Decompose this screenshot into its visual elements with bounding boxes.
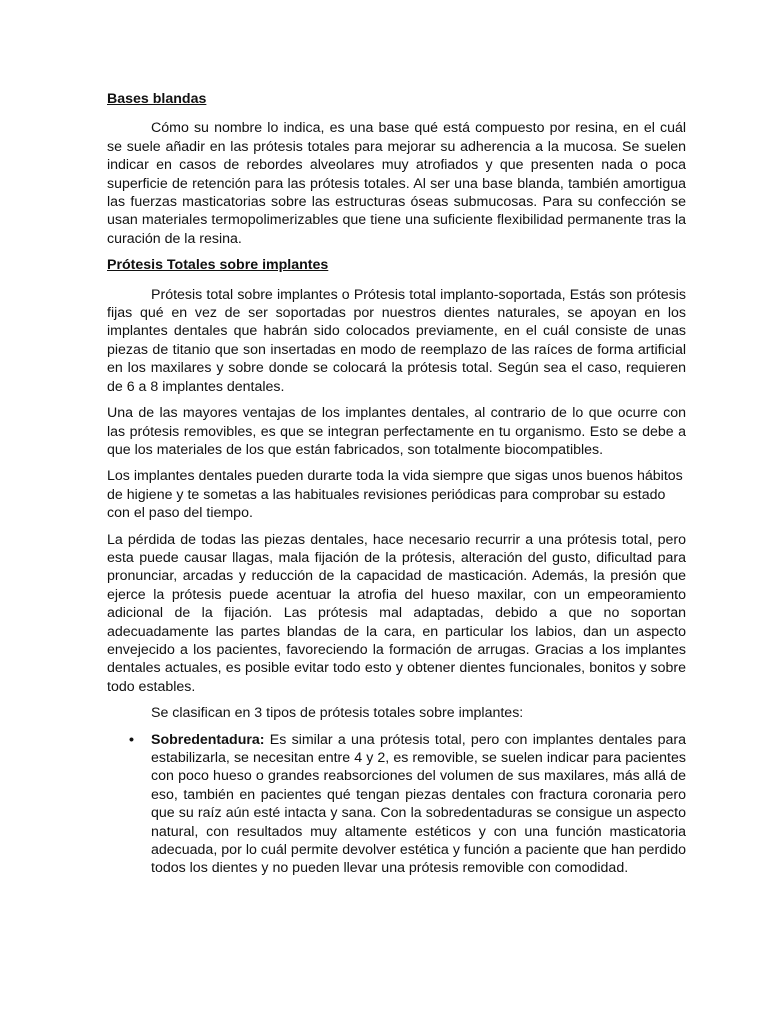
bullet-icon: • (129, 731, 134, 748)
paragraph-clasificacion: Se clasifican en 3 tipos de prótesis totales sobre implantes: (151, 705, 524, 722)
section-heading-protesis-implantes: Prótesis Totales sobre implantes (107, 257, 329, 274)
section-heading-bases-blandas: Bases blandas (107, 91, 207, 107)
document-page (107, 90, 686, 878)
paragraph-bases-blandas: Cómo su nombre lo indica, es una base qué está compuesto por resina, en el cuál se suele añadir en las prótesis totales para mejorar su adherencia a la mucosa. Se suelen indicar en casos de rebordes alveolares muy atrofiados y que presenten nada o poca superficie de retención para las prótesis totales. Al ser una base blanda, también amortigua las fuerzas masticatorias sobre las estructuras óseas submucosas. Para su confección se usan materiales termopolimerizables que tiene una suficiente flexibilidad permanente tras la curación de la resina. (107, 120, 686, 247)
bullet-list-tipos (107, 731, 686, 878)
paragraph-ventajas: Una de las mayores ventajas de los implantes dentales, al contrario de lo que ocurre con las prótesis removibles, es que se integran perfectamente en tu organismo. Esto se debe a que los materiales de los que están fabricados, son totalmente biocompatibles. (107, 405, 686, 458)
paragraph-protesis-definicion: Prótesis total sobre implantes o Prótesis total implanto-soportada, Estás son prótesis fijas qué en vez de ser soportadas por nuestros dientes naturales, se apoyan en los implantes dentales que habrán sido colocados previamente, en el cuál consiste de unas piezas de titanio que son insertadas en modo de reemplazo de las raíces de forma artificial en los maxilares y sobre donde se colocará la prótesis total. Según sea el caso, requieren de 6 a 8 implantes dentales. (107, 286, 686, 395)
paragraph-perdida-dental: La pérdida de todas las piezas dentales, hace necesario recurrir a una prótesis total, pero esta puede causar llagas, mala fijación de la prótesis, alteración del gusto, dificultad para pronunciar, arcadas y reducción de la capacidad de masticación. Además, la presión que ejerce la prótesis puede acentuar la atrofia del hueso maxilar, con un empeoramiento adicional de la fijación. Las prótesis mal adaptadas, debido a que no soportan adecuadamente las partes blandas de la cara, en particular los labios, dan un aspecto envejecido a los pacientes, favoreciendo la formación de arrugas. Gracias a los implantes dentales actuales, es posible evitar todo esto y obtener dientes funcionales, bonitos y sobre todo estables. (107, 531, 686, 695)
paragraph-duracion: Los implantes dentales pueden durarte toda la vida siempre que sigas unos buenos hábitos de higiene y te sometas a las habituales revisiones periódicas para comprobar su estado con el paso del tiempo. (107, 468, 683, 522)
bullet-term: Sobredentadura: (151, 731, 265, 748)
bullet-text: Es similar a una prótesis total, pero con implantes dentales para estabilizarla, se necesitan entre 4 y 2, es removible, se suelen indicar para pacientes con poco hueso o grandes reabsorciones del volumen de sus maxilares, más allá de eso, también en pacientes qué tengan piezas dentales con fractura coronaria pero que su raíz aún esté intacta y sana. Con la sobredentaduras se consigue un aspecto natural, con resultados muy altamente estéticos y con una función masticatoria adecuada, por lo cuál permite devolver estética y función a paciente que han perdido todos los dientes y no pueden llevar una prótesis removible con comodidad. (151, 731, 686, 877)
list-item-sobredentadura (107, 731, 686, 878)
